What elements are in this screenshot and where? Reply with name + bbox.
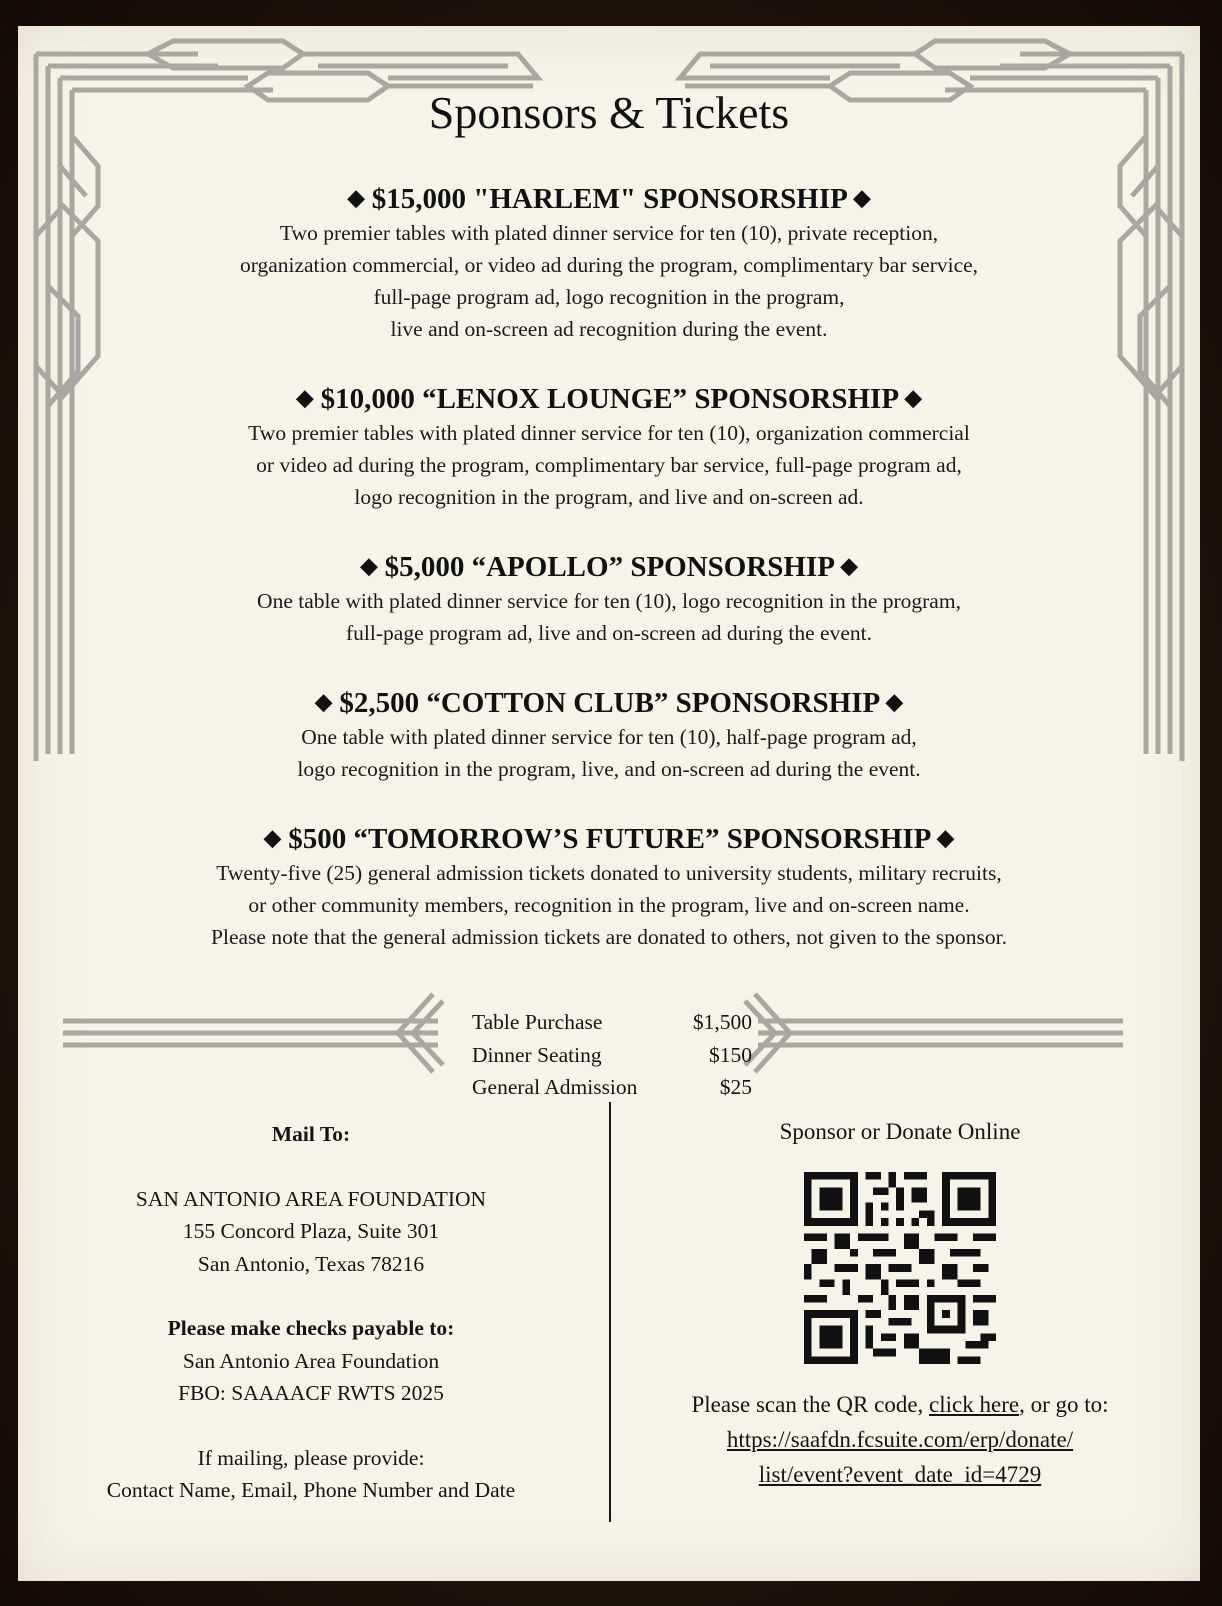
description-line: full-page program ad, live and on-screen ad during the event. bbox=[346, 621, 872, 645]
description-line: Two premier tables with plated dinner service for ten (10), private reception, bbox=[279, 221, 939, 245]
diamond-icon: ◆ bbox=[885, 689, 903, 714]
provide-fields: Contact Name, Email, Phone Number and Date bbox=[106, 1478, 516, 1502]
description-line: live and on-screen ad recognition during the event. bbox=[390, 317, 828, 341]
flyer-page bbox=[18, 26, 1200, 1581]
price-value: $25 bbox=[719, 1075, 752, 1099]
click-here-link[interactable]: click here bbox=[929, 1392, 1020, 1417]
price-row bbox=[472, 1071, 752, 1104]
mail-org: SAN ANTONIO AREA FOUNDATION bbox=[135, 1186, 487, 1211]
description-line: Please note that the general admission tickets are donated to others, not given to the sponsor. bbox=[211, 925, 1007, 949]
tier-description bbox=[18, 217, 1200, 345]
diamond-icon: ◆ bbox=[853, 185, 871, 210]
scan-prefix: Please scan the QR code, bbox=[691, 1392, 930, 1417]
scan-suffix: , or go to: bbox=[1019, 1392, 1109, 1417]
price-row bbox=[472, 1006, 752, 1039]
tier-heading bbox=[18, 820, 1200, 857]
tier-tomorrows-future bbox=[18, 820, 1200, 953]
description-line: One table with plated dinner service for ten (10), logo recognition in the program, bbox=[257, 589, 961, 613]
description-line: or other community members, recognition in the program, live and on-screen name. bbox=[248, 893, 970, 917]
diamond-icon: ◆ bbox=[296, 385, 314, 410]
mail-street: 155 Concord Plaza, Suite 301 bbox=[182, 1219, 440, 1243]
diamond-icon: ◆ bbox=[347, 185, 365, 210]
page-title: Sponsors & Tickets bbox=[428, 87, 790, 138]
mail-city: San Antonio, Texas 78216 bbox=[197, 1251, 425, 1276]
tier-heading-text: $2,500 “COTTON CLUB” SPONSORSHIP bbox=[339, 687, 879, 719]
checks-heading: Please make checks payable to: bbox=[167, 1316, 455, 1340]
tier-description bbox=[18, 721, 1200, 785]
donate-online-section bbox=[630, 1114, 1170, 1492]
price-value: $1,500 bbox=[692, 1010, 752, 1034]
description-line: One table with plated dinner service for ten (10), half-page program ad, bbox=[301, 725, 917, 749]
tier-heading-text: $10,000 “LENOX LOUNGE” SPONSORSHIP bbox=[320, 383, 898, 415]
tier-heading bbox=[18, 180, 1200, 217]
online-heading: Sponsor or Donate Online bbox=[779, 1119, 1021, 1144]
tier-description bbox=[18, 417, 1200, 513]
diamond-icon: ◆ bbox=[904, 385, 922, 410]
description-line: organization commercial, or video ad during the program, complimentary bar service, bbox=[239, 253, 979, 277]
description-line: Two premier tables with plated dinner service for ten (10), organization commercial bbox=[248, 421, 970, 445]
description-line: logo recognition in the program, and live and on-screen ad. bbox=[354, 485, 864, 509]
description-line: full-page program ad, logo recognition in the program, bbox=[373, 285, 845, 309]
price-label: Table Purchase bbox=[472, 1010, 603, 1034]
mail-heading: Mail To: bbox=[271, 1122, 351, 1146]
tier-lenox-lounge bbox=[18, 380, 1200, 513]
tier-apollo bbox=[18, 548, 1200, 649]
tier-harlem bbox=[18, 180, 1200, 345]
payee: San Antonio Area Foundation bbox=[182, 1348, 440, 1373]
donate-url-link[interactable]: https://saafdn.fcsuite.com/erp/donate/ bbox=[726, 1427, 1074, 1452]
price-label: Dinner Seating bbox=[472, 1042, 602, 1067]
tier-heading bbox=[18, 380, 1200, 417]
tier-cotton-club bbox=[18, 684, 1200, 785]
tier-heading bbox=[18, 684, 1200, 721]
fbo: FBO: SAAAACF RWTS 2025 bbox=[178, 1381, 444, 1405]
mail-to-section bbox=[36, 1118, 586, 1507]
price-value: $150 bbox=[709, 1042, 752, 1067]
diamond-icon: ◆ bbox=[360, 553, 378, 578]
price-row bbox=[472, 1039, 752, 1072]
tier-heading-text: $5,000 “APOLLO” SPONSORSHIP bbox=[384, 551, 834, 583]
description-line: logo recognition in the program, live, and on-screen ad during the event. bbox=[297, 757, 921, 781]
tier-description bbox=[18, 857, 1200, 953]
donate-url-link-cont[interactable]: list/event?event_date_id=4729 bbox=[758, 1462, 1042, 1487]
description-line: Twenty-five (25) general admission tickets donated to university students, military recruits, bbox=[216, 861, 1002, 885]
description-line: or video ad during the program, complimentary bar service, full-page program ad, bbox=[256, 453, 962, 477]
column-divider bbox=[609, 1102, 611, 1522]
diamond-icon: ◆ bbox=[840, 553, 858, 578]
diamond-icon: ◆ bbox=[315, 689, 333, 714]
qr-code[interactable] bbox=[804, 1172, 996, 1364]
ticket-price-list bbox=[472, 1006, 752, 1104]
diamond-icon: ◆ bbox=[264, 825, 281, 850]
tier-description bbox=[18, 585, 1200, 649]
tier-heading-text: $500 “TOMORROW’S FUTURE” SPONSORSHIP bbox=[288, 823, 930, 855]
tier-heading bbox=[18, 548, 1200, 585]
diamond-icon: ◆ bbox=[937, 825, 954, 850]
price-label: General Admission bbox=[472, 1075, 638, 1099]
provide-heading: If mailing, please provide: bbox=[197, 1445, 425, 1470]
scan-instructions bbox=[630, 1387, 1170, 1492]
tier-heading-text: $15,000 "HARLEM" SPONSORSHIP bbox=[371, 183, 847, 215]
